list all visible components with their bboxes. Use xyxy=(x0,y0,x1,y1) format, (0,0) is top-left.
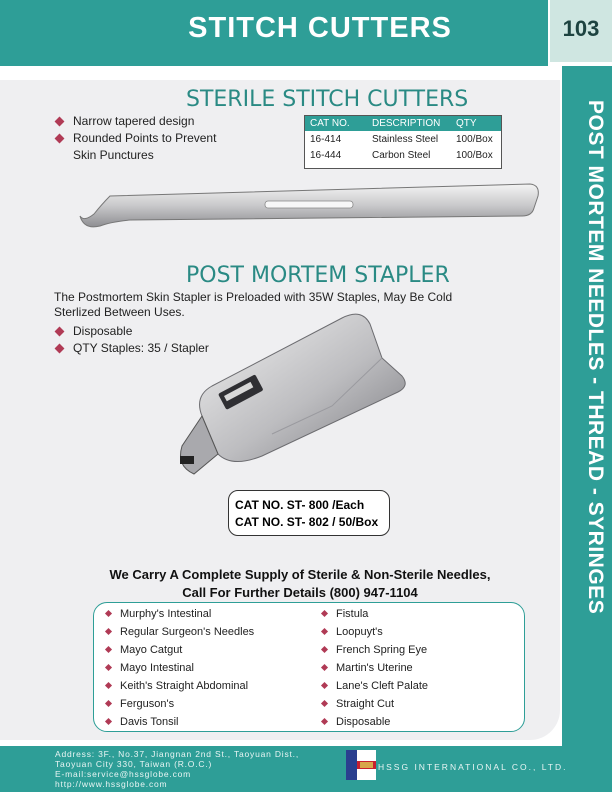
table-cell: 16-444 xyxy=(310,149,342,161)
list-item: Straight Cut xyxy=(320,695,510,713)
supply-notice xyxy=(80,566,520,602)
bullet-icon xyxy=(321,628,328,635)
needle-list-left xyxy=(104,605,304,731)
stapler-heading: POST MORTEM STAPLER xyxy=(186,263,450,288)
bullet-icon xyxy=(321,610,328,617)
bullet-icon xyxy=(55,327,65,337)
table-cell: 100/Box xyxy=(456,133,493,145)
page-number: 103 xyxy=(562,16,600,41)
bullet-icon xyxy=(321,646,328,653)
footer-address xyxy=(55,749,299,789)
stapler-description: The Postmortem Skin Stapler is Preloaded with 35W Staples, May Be Cold Sterlized Between Uses. xyxy=(54,290,453,319)
bullet-icon xyxy=(105,628,112,635)
table-header xyxy=(305,116,501,131)
list-item: Martin's Uterine xyxy=(320,659,510,677)
list-item: Fistula xyxy=(320,605,510,623)
stitch-cutter-image xyxy=(70,176,545,232)
list-item: Mayo Intestinal xyxy=(104,659,304,677)
column-header: QTY xyxy=(456,118,477,129)
page-title: STITCH CUTTERS xyxy=(188,12,452,44)
bullet-icon xyxy=(105,718,112,725)
list-item: Davis Tonsil xyxy=(104,713,304,731)
list-item: Loopuyt's xyxy=(320,623,510,641)
list-item: Regular Surgeon's Needles xyxy=(104,623,304,641)
bullet-icon xyxy=(321,664,328,671)
stitch-cutter-features xyxy=(54,113,254,164)
table-row xyxy=(305,131,501,147)
bullet-icon xyxy=(55,344,65,354)
stapler-catalog-box xyxy=(228,490,390,536)
list-item: Rounded Points to Prevent xyxy=(54,130,254,147)
list-item: Skin Punctures xyxy=(73,148,154,162)
supply-line: Call For Further Details (800) 947-1104 xyxy=(182,585,418,600)
address-line: Taoyuan City 330, Taiwan (R.O.C.) xyxy=(55,759,213,769)
table-cell: Carbon Steel xyxy=(372,149,431,161)
bullet-icon xyxy=(105,646,112,653)
bullet-icon xyxy=(105,700,112,707)
list-item: Mayo Catgut xyxy=(104,641,304,659)
bullet-icon xyxy=(55,117,65,127)
list-item: Ferguson's xyxy=(104,695,304,713)
bullet-icon xyxy=(321,718,328,725)
spec-table xyxy=(304,115,502,169)
skin-stapler-image xyxy=(172,306,424,486)
side-banner-text: POST MORTEM NEEDLES - THREAD - SYRINGES xyxy=(584,100,607,615)
table-cell: Stainless Steel xyxy=(372,133,439,145)
hssg-logo-icon xyxy=(346,750,376,780)
table-cell: 16-414 xyxy=(310,133,342,145)
website-link[interactable]: http://www.hssglobe.com xyxy=(55,779,168,789)
list-item: Lane's Cleft Palate xyxy=(320,677,510,695)
catalog-line: CAT NO. ST- 802 / 50/Box xyxy=(235,515,379,529)
list-item: French Spring Eye xyxy=(320,641,510,659)
address-line: Address: 3F., No.37, Jiangnan 2nd St., Taoyuan Dist., xyxy=(55,749,300,759)
needle-list-right xyxy=(320,605,510,731)
list-item: Keith's Straight Abdominal xyxy=(104,677,304,695)
list-item: Disposable xyxy=(54,323,274,340)
needle-list-box xyxy=(93,602,525,732)
column-header: DESCRIPTION xyxy=(372,118,441,129)
column-header: CAT NO. xyxy=(310,118,350,129)
catalog-line: CAT NO. ST- 800 /Each xyxy=(235,498,365,512)
bullet-icon xyxy=(105,610,112,617)
stitch-cutters-heading: STERILE STITCH CUTTERS xyxy=(186,87,469,112)
bullet-icon xyxy=(105,664,112,671)
bullet-icon xyxy=(105,682,112,689)
list-item: Murphy's Intestinal xyxy=(104,605,304,623)
supply-line: We Carry A Complete Supply of Sterile & Non-Sterile Needles, xyxy=(109,567,491,582)
table-cell: 100/Box xyxy=(456,149,493,161)
email-link[interactable]: E-mail:service@hssglobe.com xyxy=(55,769,192,779)
company-name: HSSG INTERNATIONAL CO., LTD. xyxy=(378,762,568,772)
bullet-icon xyxy=(321,700,328,707)
list-item: Narrow tapered design xyxy=(54,113,254,130)
list-item: QTY Staples: 35 / Stapler xyxy=(54,340,274,357)
table-row xyxy=(305,147,501,163)
bullet-icon xyxy=(321,682,328,689)
list-item: Disposable xyxy=(320,713,510,731)
bullet-icon xyxy=(55,134,65,144)
